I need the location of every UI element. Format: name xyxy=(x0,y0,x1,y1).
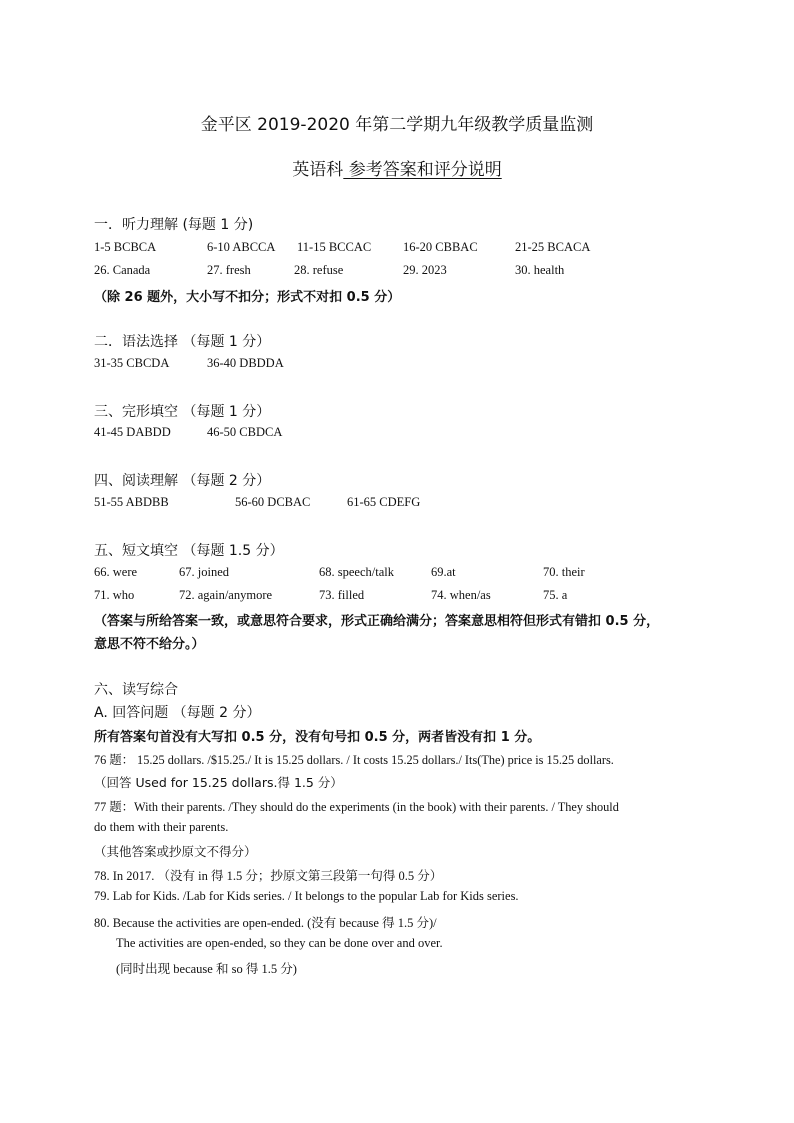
answer-cell: 41-45 DABDD xyxy=(94,425,171,439)
q80-answer-line1: 80. Because the activities are open-ended. (没有 because 得 1.5 分)/ xyxy=(94,916,437,930)
answer-cell: 68. speech/talk xyxy=(319,565,394,579)
answer-cell: 66. were xyxy=(94,565,138,579)
answer-cell: 69.at xyxy=(431,565,456,579)
section6-heading: 六、读写综合 xyxy=(94,682,178,698)
answer-cell: 73. filled xyxy=(319,588,365,602)
section6-rule: 所有答案句首没有大写扣 0.5 分，没有句号扣 0.5 分，两者皆没有扣 1 分。 xyxy=(94,730,541,745)
subtitle-underlined: 参考答案和评分说明 xyxy=(343,160,502,180)
section5-note-line2: 意思不符不给分。） xyxy=(94,637,205,652)
section2-heading: 二．语法选择 （每题 1 分） xyxy=(94,334,271,350)
q77-note: （其他答案或抄原文不得分） xyxy=(94,844,257,859)
answer-cell: 75. a xyxy=(543,588,568,602)
answer-cell: 70. their xyxy=(543,565,585,579)
q78-answer: 78. In 2017. （没有 in 得 1.5 分；抄原文第三段第一句得 0.5 分） xyxy=(94,869,443,883)
answer-cell: 71. who xyxy=(94,588,135,602)
answer-cell: 29. 2023 xyxy=(403,263,447,277)
subtitle-subject: 英语科 xyxy=(292,160,344,180)
section3-heading: 三、完形填空 （每题 1 分） xyxy=(94,404,271,420)
answer-cell: 27. fresh xyxy=(207,263,251,277)
answer-cell: 72. again/anymore xyxy=(179,588,273,602)
q80-note: (同时出现 because 和 so 得 1.5 分) xyxy=(116,962,297,976)
answer-cell: 67. joined xyxy=(179,565,229,579)
answer-cell: 26. Canada xyxy=(94,263,151,277)
q77-answer-line2: do them with their parents. xyxy=(94,820,229,834)
answer-cell: 1-5 BCBCA xyxy=(94,240,157,254)
answer-cell: 46-50 CBDCA xyxy=(207,425,283,439)
answer-cell: 74. when/as xyxy=(431,588,491,602)
section6-sub-a: A. 回答问题 （每题 2 分） xyxy=(94,705,261,721)
answer-cell: 11-15 BCCAC xyxy=(297,240,372,254)
section1-note: （除 26 题外，大小写不扣分；形式不对扣 0.5 分） xyxy=(94,290,401,305)
answer-cell: 28. refuse xyxy=(294,263,344,277)
document-subtitle xyxy=(0,155,794,180)
document-title: 金平区 2019-2020 年第二学期九年级教学质量监测 xyxy=(200,115,594,135)
q76-note: （回答 Used for 15.25 dollars.得 1.5 分） xyxy=(94,775,343,790)
answer-cell: 51-55 ABDBB xyxy=(94,495,169,509)
answer-cell: 31-35 CBCDA xyxy=(94,356,170,370)
section1-heading: 一．听力理解 (每题 1 分) xyxy=(94,217,254,233)
q77-answer-line1: 77 题：With their parents. /They should do the experiments (in the book) with their parents. / They should xyxy=(94,800,619,814)
answer-cell: 30. health xyxy=(515,263,565,277)
answer-cell: 36-40 DBDDA xyxy=(207,356,284,370)
answer-cell: 16-20 CBBAC xyxy=(403,240,478,254)
answer-cell: 6-10 ABCCA xyxy=(207,240,276,254)
answer-cell: 56-60 DCBAC xyxy=(235,495,311,509)
section5-note-line1: （答案与所给答案一致，或意思符合要求，形式正确给满分；答案意思相符但形式有错扣 0.5 分， xyxy=(94,614,660,629)
answer-cell: 61-65 CDEFG xyxy=(347,495,421,509)
q76-answer: 76 题： 15.25 dollars. /$15.25./ It is 15.25 dollars. / It costs 15.25 dollars./ Its(The) price is 15.25 dollars. xyxy=(94,753,614,767)
q80-answer-line2: The activities are open-ended, so they can be done over and over. xyxy=(116,936,443,950)
answer-cell: 21-25 BCACA xyxy=(515,240,591,254)
section5-heading: 五、短文填空 （每题 1.5 分） xyxy=(94,543,284,559)
q79-answer: 79. Lab for Kids. /Lab for Kids series. / It belongs to the popular Lab for Kids series. xyxy=(94,889,519,903)
section4-heading: 四、阅读理解 （每题 2 分） xyxy=(94,473,271,489)
